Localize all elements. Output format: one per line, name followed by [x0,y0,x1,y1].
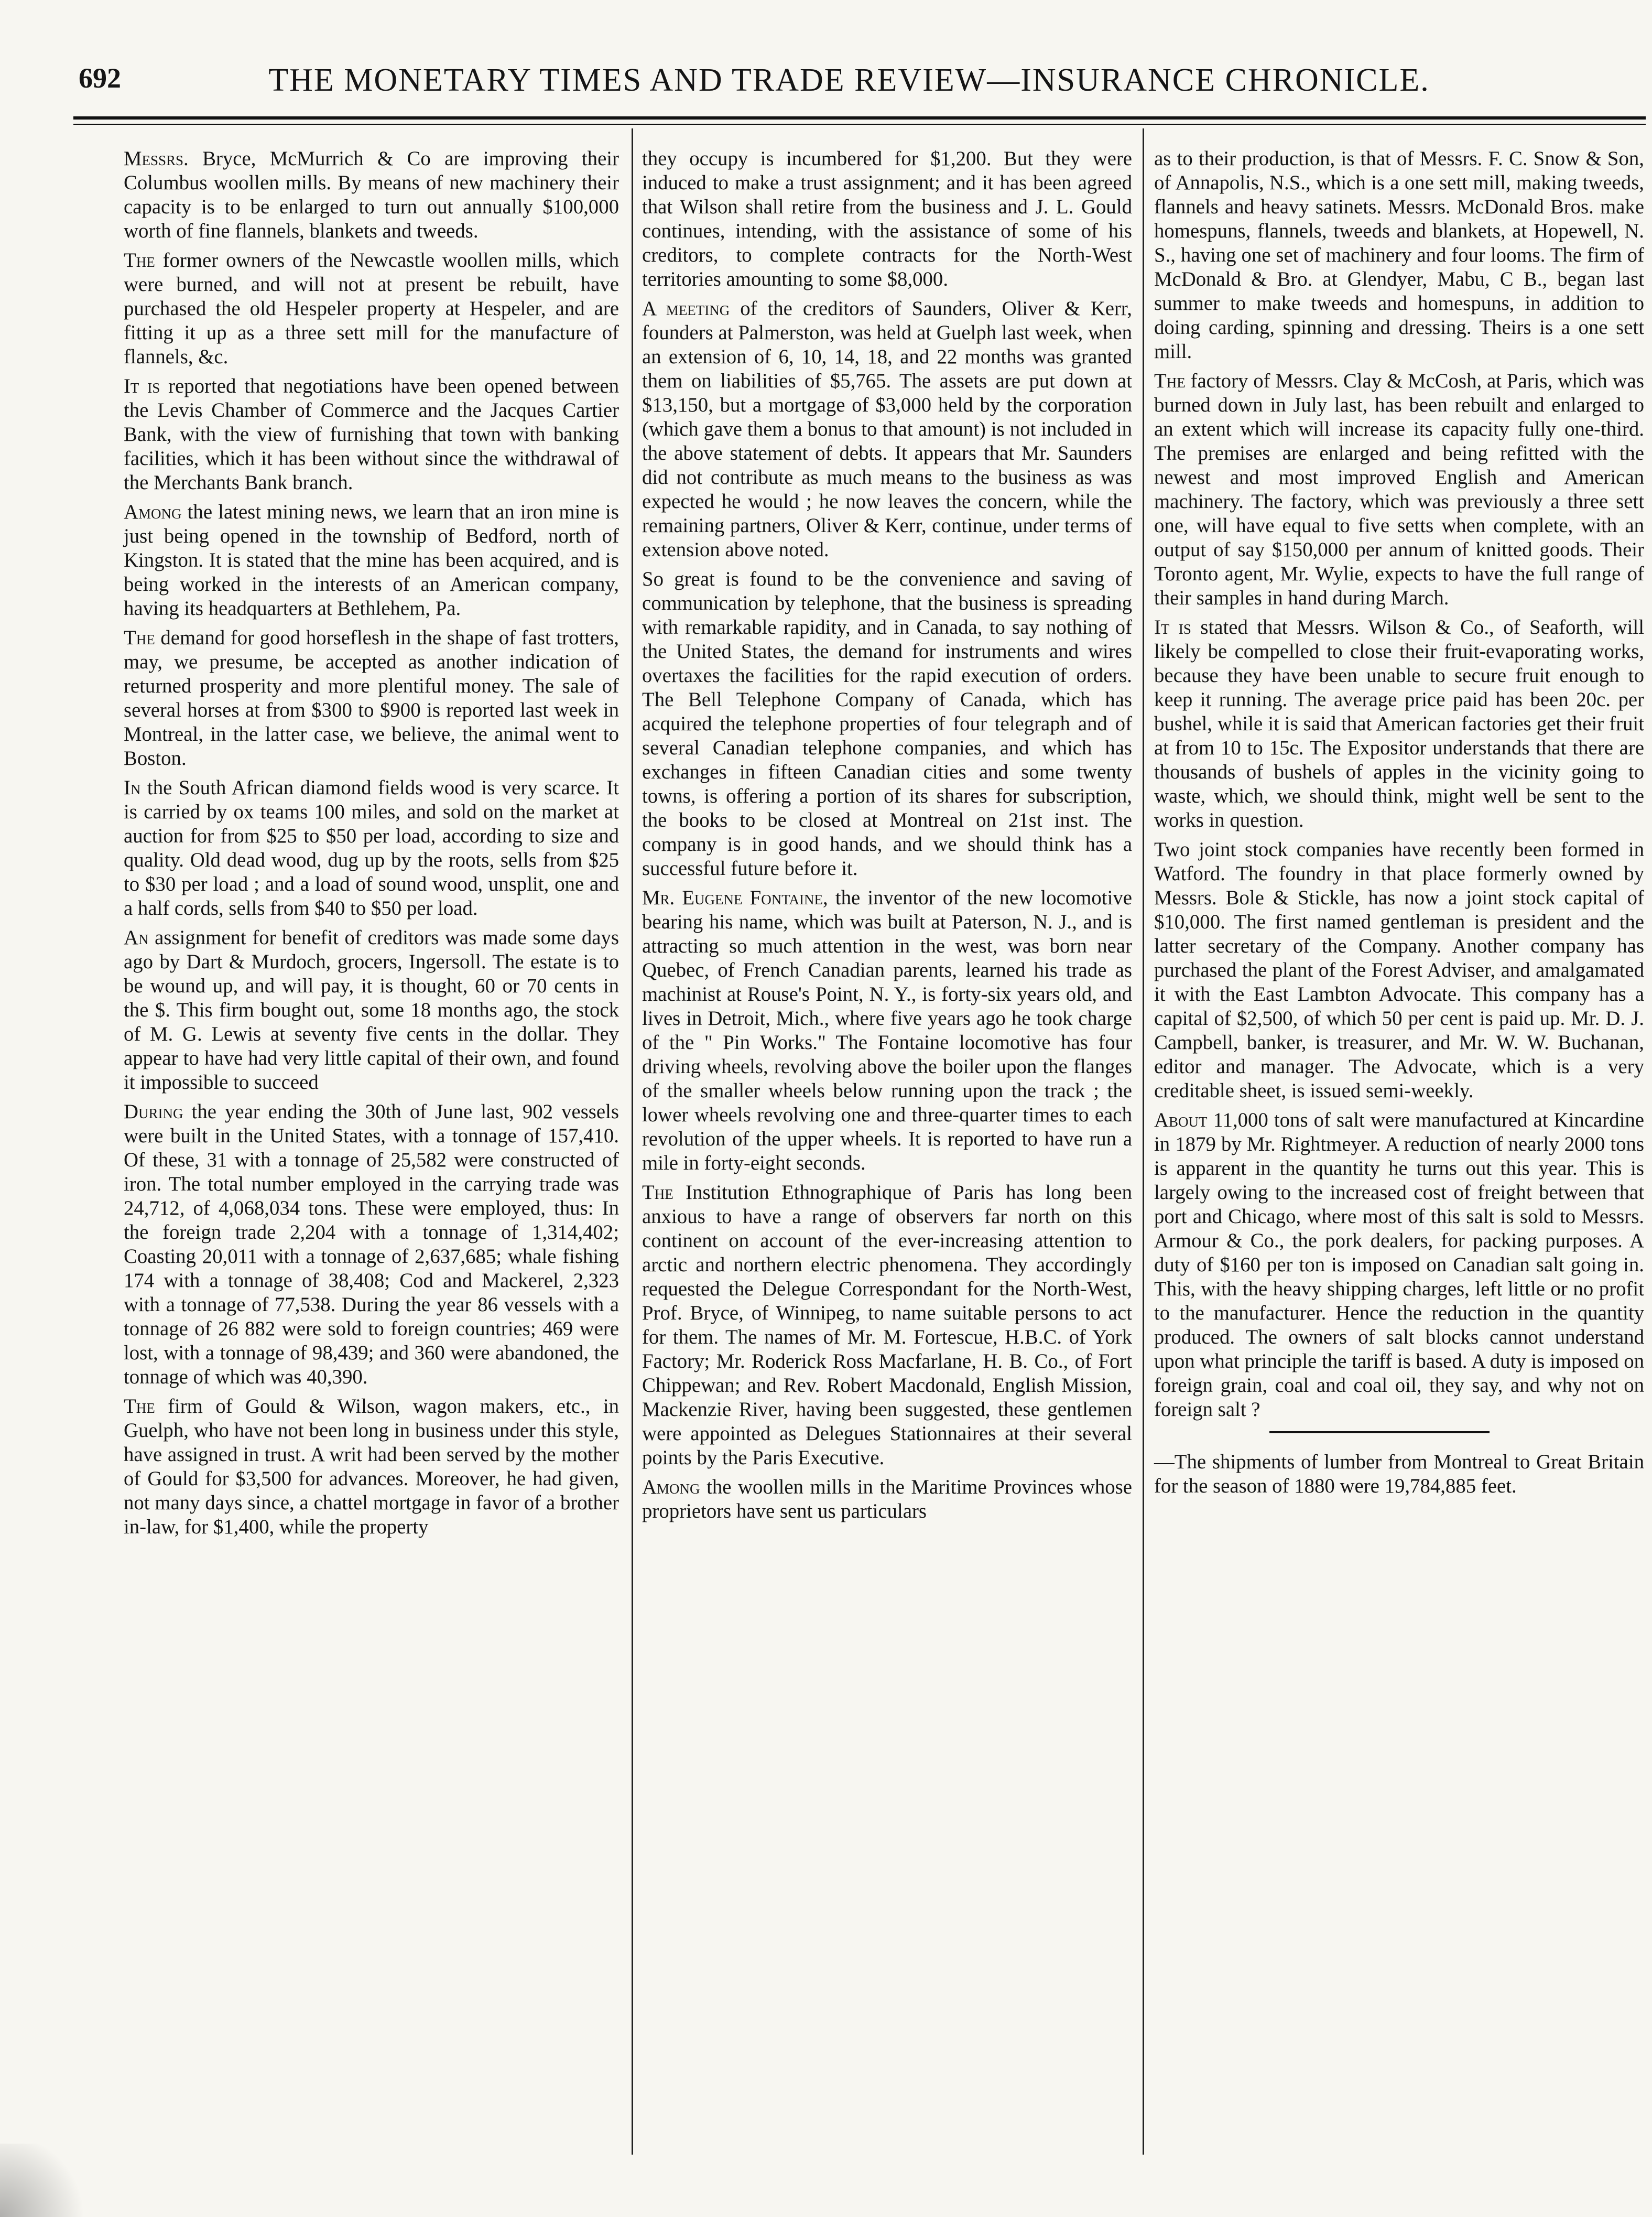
paragraph [642,297,1132,562]
lead-word: The [124,626,155,649]
paragraph-text: factory of Messrs. Clay & McCosh, at Paris, which was burned down in July last, has been rebuilt and enlarged to an extent which will increase its capacity fully one-third. The premises are enlarged and being refitted with the newest and most improved English and American machinery. The factory, which was previously a three sett one, will have equal to five setts when complete, with an output of say $150,000 per annum of knitted goods. Their Toronto agent, Mr. Wylie, expects to have the full range of their samples in hand during March. [1154,370,1644,609]
header-rule-thin [73,124,1646,125]
lead-word: A meeting [642,297,730,320]
lead-word: Among [124,501,182,523]
paragraph-text: as to their production, is that of Messrs. F. C. Snow & Son, of Annapolis, N.S., which is a one sett mill, making tweeds, flannels and heavy satinets. Messrs. McDonald Bros. make homespuns, flannels, tweeds and blankets, at Hopewell, N. S., having one set of machinery and four looms. The firm of McDonald & Bro. at Glendyer, Mabu, C B., began last summer to make tweeds and homespuns, in addition to doing carding, spinning and dressing. Theirs is a one sett mill. [1154,147,1644,363]
paragraph-text: So great is found to be the convenience and saving of communication by telephone, that the business is spreading with remarkable rapidity, and in Canada, to say nothing of the United States, the demand for instruments and wires overtaxes the facilities for the rapid execution of orders. The Bell Telephone Company of Canada, which has acquired the telephone properties of four telegraph and of several Canadian telephone companies, and which has exchanges in fifteen Canadian cities and some twenty towns, is offering a portion of its shares for subscription, the books to be closed at Montreal on 21st inst. The company is in good hands, and we should think has a successful future before it. [642,568,1132,880]
paragraph-text: demand for good horseflesh in the shape of fast trotters, may, we presume, be accepted as another indication of returned prosperity and more plentiful money. The sale of several horses at from $300 to $900 is reported last week in Montreal, in the latter case, we believe, the animal went to Boston. [124,626,619,770]
paragraph [124,626,619,771]
page-header [79,62,1546,109]
paragraph-text: —The shipments of lumber from Montreal to Great Britain for the season of 1880 were 19,784,885 feet. [1154,1451,1644,1497]
paragraph [1154,147,1644,364]
paragraph [124,248,619,369]
paragraph-text: firm of Gould & Wilson, wagon makers, etc., in Guelph, who have not been long in business under this style, have assigned in trust. A writ had been served by the mother of Gould for $3,500 for advances. Moreover, he had given, not many days since, a chattel mortgage in favor of a brother in-law, for $1,400, while the property [124,1395,619,1538]
paragraph [642,147,1132,291]
paragraph-text: reported that negotiations have been opened between the Levis Chamber of Commerce and the Jacques Cartier Bank, with the view of furnishing that town with banking facilities, which it has been without since the withdrawal of the Merchants Bank branch. [124,375,619,494]
paragraph [1154,838,1644,1103]
lead-word: In [124,776,141,799]
header-rule-thick [73,116,1646,120]
lead-word: About [1154,1109,1208,1131]
paragraph-text: they occupy is incumbered for $1,200. But they were induced to make a trust assignment; and it has been agreed that Wilson shall retire from the business and J. L. Gould continues, intending, with the assistance of some of his creditors, to complete contracts for the North-West territories amounting to some $8,000. [642,147,1132,290]
paragraph [124,1394,619,1539]
paragraph-text: the South African diamond fields wood is very scarce. It is carried by ox teams 100 miles, and sold on the market at auction for from $25 to $50 per load, according to size and quality. Old dead wood, dug up by the roots, sells from $25 to $30 per load ; and a load of sound wood, unsplit, one and a half cords, sells from $40 to $50 per load. [124,776,619,920]
paragraph [642,1181,1132,1470]
paragraph-text: the year ending the 30th of June last, 902 vessels were built in the United States, with a tonnage of 157,410. Of these, 31 with a tonnage of 25,582 were constructed of iron. The total number employed in the carrying trade was 24,712, of 4,068,034 tons. These were employed, thus: In the foreign trade 2,204 with a tonnage of 1,314,402; Coasting 20,011 with a tonnage of 2,637,685; whale fishing 174 with a tonnage of 38,408; Cod and Mackerel, 2,323 with a tonnage of 77,538. During the year 86 vessels with a tonnage of 26 882 were sold to foreign countries; 469 were lost, with a tonnage of 98,439; and 360 were abandoned, the tonnage of which was 40,390. [124,1100,619,1388]
lead-word: Among [642,1476,700,1498]
lead-word: The [642,1181,673,1204]
paragraph [1154,369,1644,610]
paragraph [642,567,1132,881]
running-title: THE MONETARY TIMES AND TRADE REVIEW—INSURANCE CHRONICLE. [268,62,1430,98]
lead-word: It is [1154,616,1191,639]
paragraph [1154,1450,1644,1498]
paragraph-text: 11,000 tons of salt were manufactured at Kincardine in 1879 by Mr. Rightmeyer. A reduction of nearly 2000 tons is apparent in the quantity he turns out this year. This is largely owing to the increased cost of freight between that port and Chicago, where most of this salt is sold to Messrs. Armour & Co., the pork dealers, for packing purposes. A duty of $160 per ton is imposed on Canadian salt going in. This, with the heavy shipping charges, left little or no profit to the manufacturer. Hence the reduction in the quantity produced. The owners of salt blocks cannot understand upon what principle the tariff is based. A duty is imposed on foreign grain, coal and coal oil, they say, and why not on foreign salt ? [1154,1109,1644,1421]
lead-word: The [1154,370,1186,392]
paragraph [124,926,619,1095]
paragraph-text: former owners of the Newcastle woollen mills, which were burned, and will not at present be rebuilt, have purchased the old Hespeler property at Hespeler, and are fitting it up as a three sett mill for the manufacture of flannels, &c. [124,249,619,368]
column-3 [1154,147,1644,1504]
paragraph-text: Institution Ethnographique of Paris has long been anxious to have a range of observers far north on this continent on account of the ever-increasing attention to arctic and northern electric phenomena. They accordingly requested the Delegue Correspondant for the North-West, Prof. Bryce, of Winnipeg, to name suitable persons to act for them. The names of Mr. M. Fortescue, H.B.C. of York Factory; Mr. Roderick Ross Macfarlane, H. B. Co., of Fort Chippewan; and Rev. Robert Macdonald, English Mission, Mackenzie River, having been suggested, these gentlemen were appointed as Delegues Stationnaires at their several points by the Paris Executive. [642,1181,1132,1469]
paragraph [1154,1108,1644,1422]
paragraph-text: stated that Messrs. Wilson & Co., of Seaforth, will likely be compelled to close their fruit-evaporating works, because they have been unable to secure fruit enough to keep it running. The average price paid has been 20c. per bushel, while it is said that American factories get their fruit at from 10 to 15c. The Expositor understands that there are thousands of bushels of apples in the vicinity going to waste, which, we should think, might well be sent to the works in question. [1154,616,1644,831]
lead-word: During [124,1100,183,1123]
paragraph-text: the woollen mills in the Maritime Provinces whose proprietors have sent us particulars [642,1476,1132,1522]
lead-word: It is [124,375,160,397]
paragraph-text: the latest mining news, we learn that an iron mine is just being opened in the township of Bedford, north of Kingston. It is stated that the mine has been acquired, and is being worked in the interests of an American company, having its headquarters at Bethlehem, Pa. [124,501,619,620]
paragraph-text: Bryce, McMurrich & Co are improving their Columbus woollen mills. By means of new machinery their capacity is to be enlarged to turn out annually $100,000 worth of fine flannels, blankets and tweeds. [124,147,619,242]
paragraph-text: the inventor of the new locomotive bearing his name, which was built at Paterson, N. J., and is attracting so much attention in the west, was born near Quebec, of French Canadian parents, learned his trade as machinist at Rouse's Point, N. Y., is forty-six years old, and lives in Detroit, Mich., where five years ago he took charge of the " Pin Works." The Fontaine locomotive has four driving wheels, revolving above the boiler upon the flanges of the smaller wheels below running upon the track ; the lower wheels revolving one and three-quarter times to each revolution of the upper wheels. It is reported to have run a mile in forty-eight seconds. [642,886,1132,1174]
paragraph [124,1100,619,1389]
column-divider [632,128,633,2155]
paragraph [124,776,619,921]
paragraph [124,500,619,621]
lead-word: An [124,926,149,949]
lead-word: Mr. Eugene Fontaine, [642,886,828,909]
lead-word: Messrs. [124,147,189,170]
column-2 [642,147,1132,1529]
paragraph-text: of the creditors of Saunders, Oliver & Kerr, founders at Palmerston, was held at Guelph last week, when an extension of 6, 10, 14, 18, and 22 months was granted them on liabilities of $5,765. The assets are put down at $13,150, but a mortgage of $3,000 held by the corporation (which gave them a bonus to that amount) is not included in the above statement of debts. It appears that Mr. Saunders did not contribute as much means to the business as was expected he would ; he now leaves the concern, while the remaining partners, Oliver & Kerr, continue, under terms of extension above noted. [642,297,1132,561]
paragraph [124,147,619,243]
paragraph-text: Two joint stock companies have recently been formed in Watford. The foundry in that place formerly owned by Messrs. Bole & Stickle, has now a joint stock capital of $10,000. The first named gentleman is president and the latter secretary of the Company. Another company has purchased the plant of the Forest Adviser, and amalgamated it with the East Lambton Advocate. This company has a capital of $2,500, of which 50 per cent is paid up. Mr. D. J. Campbell, banker, is treasurer, and Mr. W. W. Buchanan, editor and manager. The Advocate, which is a very creditable sheet, is issued semi-weekly. [1154,838,1644,1102]
section-end-rule [1269,1431,1490,1433]
page-edge-shadow [0,2144,94,2217]
column-1 [124,147,619,1544]
paragraph [1154,615,1644,832]
column-divider [1143,128,1144,2155]
paragraph [642,1475,1132,1523]
paragraph [642,886,1132,1175]
paragraph [124,374,619,495]
lead-word: The [124,249,155,272]
lead-word: The [124,1395,155,1418]
page-number: 692 [79,62,121,94]
paragraph-text: assignment for benefit of creditors was made some days ago by Dart & Murdoch, grocers, Ingersoll. The estate is to be wound up, and will pay, it is thought, 60 or 70 cents in the $. This firm bought out, some 18 months ago, the stock of M. G. Lewis at seventy five cents in the dollar. They appear to have had very little capital of their own, and found it impossible to succeed [124,926,619,1094]
